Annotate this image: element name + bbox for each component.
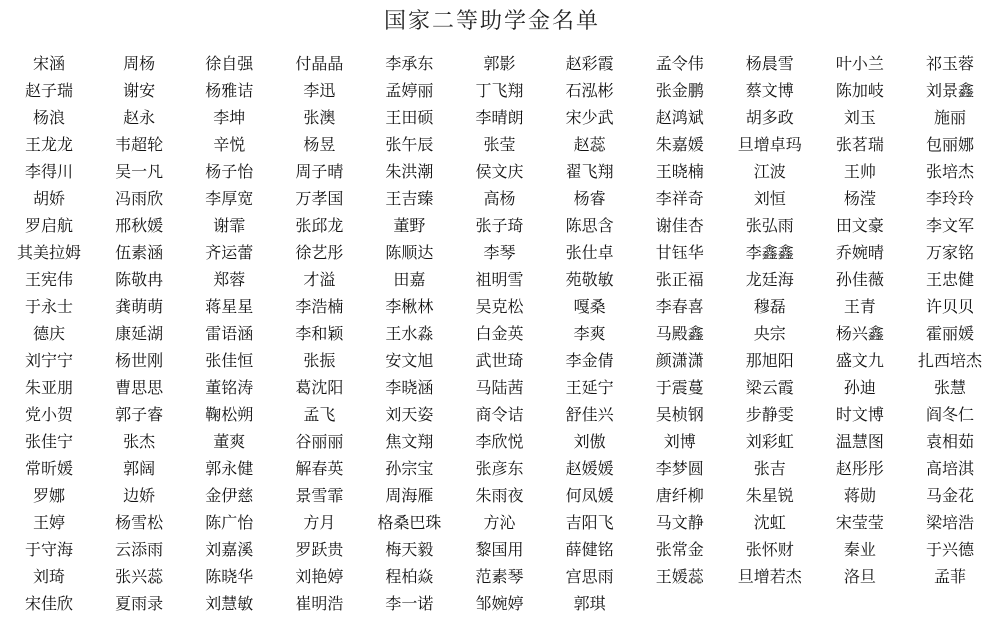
list-item: 张培杰 [925, 162, 974, 181]
list-item: 李厚宽 [205, 189, 254, 208]
list-item: 梅天毅 [385, 540, 434, 559]
list-item: 旦增卓玛 [737, 135, 802, 154]
list-item: 张弘雨 [745, 216, 794, 235]
list-item: 孟飞 [303, 405, 336, 424]
list-item: 赵子瑞 [25, 81, 74, 100]
list-item: 董铭涛 [205, 378, 254, 397]
list-item: 王晓楠 [655, 162, 704, 181]
list-item: 吉阳飞 [565, 513, 614, 532]
list-item: 徐艺彤 [295, 243, 344, 262]
list-item: 杨晨雪 [745, 54, 794, 73]
list-item: 翟飞翔 [565, 162, 614, 181]
list-item: 王婷 [33, 513, 66, 532]
list-item: 张茗瑞 [835, 135, 884, 154]
list-item: 李欣悦 [475, 432, 524, 451]
list-item: 商令诘 [475, 405, 524, 424]
list-item: 崔明浩 [295, 594, 344, 613]
list-item: 伍素涵 [115, 243, 164, 262]
list-item: 施丽 [933, 108, 966, 127]
list-item: 范素琴 [475, 567, 524, 586]
list-item: 王延宁 [565, 378, 614, 397]
list-item: 赵鸿斌 [655, 108, 704, 127]
list-item: 秦业 [843, 540, 876, 559]
list-item: 梁云霞 [745, 378, 794, 397]
list-item: 马殿鑫 [655, 324, 704, 343]
list-item: 王帅 [843, 162, 876, 181]
list-item: 朱雨夜 [475, 486, 524, 505]
list-item: 罗跃贵 [295, 540, 344, 559]
list-item: 唐纤柳 [655, 486, 704, 505]
list-item: 李玲玲 [925, 189, 974, 208]
list-item: 于震蔓 [655, 378, 704, 397]
list-item: 方沁 [483, 513, 516, 532]
list-item: 党小贺 [25, 405, 74, 424]
list-item: 盛文九 [835, 351, 884, 370]
list-item: 杨浪 [33, 108, 66, 127]
list-item: 龙廷海 [745, 270, 794, 289]
list-item: 张佳宁 [25, 432, 74, 451]
list-item: 罗娜 [33, 486, 66, 505]
list-item: 赵蕊 [573, 135, 606, 154]
list-item: 张午辰 [385, 135, 434, 154]
list-item: 祁玉蓉 [925, 54, 974, 73]
list-item: 董野 [393, 216, 426, 235]
list-item: 朱嘉媛 [655, 135, 704, 154]
list-item: 李坤 [213, 108, 246, 127]
list-item: 梁培浩 [925, 513, 974, 532]
list-item: 孟令伟 [655, 54, 704, 73]
list-item: 许贝贝 [925, 297, 974, 316]
list-item: 温慧图 [835, 432, 884, 451]
list-item: 丁飞翔 [475, 81, 524, 100]
list-item: 于守海 [25, 540, 74, 559]
list-item: 徐自强 [205, 54, 254, 73]
list-item: 张金鹏 [655, 81, 704, 100]
list-item: 郭子睿 [115, 405, 164, 424]
names-list [4, 50, 984, 617]
list-item: 陈加岐 [835, 81, 884, 100]
list-item: 李浩楠 [295, 297, 344, 316]
list-item: 李琴 [483, 243, 516, 262]
list-item: 胡娇 [33, 189, 66, 208]
list-item: 赵彤彤 [835, 459, 884, 478]
list-item: 刘彩虹 [745, 432, 794, 451]
list-item: 万孝国 [295, 189, 344, 208]
list-item: 武世琦 [475, 351, 524, 370]
list-item: 刘嘉溪 [205, 540, 254, 559]
list-item: 穆磊 [753, 297, 786, 316]
list-item: 包丽娜 [925, 135, 974, 154]
list-item: 王田硕 [385, 108, 434, 127]
list-item: 赵彩霞 [565, 54, 614, 73]
list-item: 白金英 [475, 324, 524, 343]
list-item: 郭琪 [573, 594, 606, 613]
list-item: 陈广怡 [205, 513, 254, 532]
list-item: 杨子怡 [205, 162, 254, 181]
list-item: 田嘉 [393, 270, 426, 289]
list-item: 云添雨 [115, 540, 164, 559]
list-item: 景雪霏 [295, 486, 344, 505]
list-item: 何凤媛 [565, 486, 614, 505]
list-item: 苑敬敏 [565, 270, 614, 289]
list-item: 高杨 [483, 189, 516, 208]
list-item: 王青 [843, 297, 876, 316]
list-item: 焦文翔 [385, 432, 434, 451]
list-item: 张正福 [655, 270, 704, 289]
list-item: 张澳 [303, 108, 336, 127]
list-item: 张怀财 [745, 540, 794, 559]
list-item: 阎冬仁 [925, 405, 974, 424]
list-item: 杨雅诘 [205, 81, 254, 100]
list-item: 郭影 [483, 54, 516, 73]
list-item: 曹思思 [115, 378, 164, 397]
list-item: 鞠松朔 [205, 405, 254, 424]
list-item: 胡多政 [745, 108, 794, 127]
list-item: 张慧 [933, 378, 966, 397]
list-item: 张吉 [753, 459, 786, 478]
list-item: 吴一凡 [115, 162, 164, 181]
list-item: 乔婉晴 [835, 243, 884, 262]
list-item: 李金倩 [565, 351, 614, 370]
list-item: 杨兴鑫 [835, 324, 884, 343]
list-item: 陈敬冉 [115, 270, 164, 289]
list-item: 刘玉 [843, 108, 876, 127]
list-item: 江波 [753, 162, 786, 181]
list-item: 杨滢 [843, 189, 876, 208]
list-item: 宋佳欣 [25, 594, 74, 613]
list-item: 董爽 [213, 432, 246, 451]
list-item: 石泓彬 [565, 81, 614, 100]
list-item: 赵永 [123, 108, 156, 127]
list-item: 扎西培杰 [917, 351, 982, 370]
list-item: 蔡文博 [745, 81, 794, 100]
list-item: 解春英 [295, 459, 344, 478]
list-item: 李承东 [385, 54, 434, 73]
list-item: 李爽 [573, 324, 606, 343]
list-item: 于永士 [25, 297, 74, 316]
list-item: 李祥奇 [655, 189, 704, 208]
list-item: 常昕媛 [25, 459, 74, 478]
list-item: 谢佳杏 [655, 216, 704, 235]
list-item: 杨睿 [573, 189, 606, 208]
list-item: 马文静 [655, 513, 704, 532]
list-item: 马金花 [925, 486, 974, 505]
list-item: 步静雯 [745, 405, 794, 424]
list-item: 刘天姿 [385, 405, 434, 424]
list-item: 朱洪潮 [385, 162, 434, 181]
list-item: 张佳恒 [205, 351, 254, 370]
list-item: 罗启航 [25, 216, 74, 235]
list-item: 谢安 [123, 81, 156, 100]
list-item: 刘景鑫 [925, 81, 974, 100]
list-item: 孙宗宝 [385, 459, 434, 478]
list-item: 王宪伟 [25, 270, 74, 289]
list-item: 陈思含 [565, 216, 614, 235]
list-item: 周杨 [123, 54, 156, 73]
list-item: 时文博 [835, 405, 884, 424]
list-item: 郭永健 [205, 459, 254, 478]
list-item: 刘博 [663, 432, 696, 451]
list-item: 葛沈阳 [295, 378, 344, 397]
page-title: 国家二等助学金名单 [383, 9, 600, 34]
list-item: 张子琦 [475, 216, 524, 235]
list-item: 刘琦 [33, 567, 66, 586]
list-item: 孟菲 [933, 567, 966, 586]
list-item: 王吉臻 [385, 189, 434, 208]
list-item: 王龙龙 [25, 135, 74, 154]
list-item: 沈虹 [753, 513, 786, 532]
list-item: 周海雁 [385, 486, 434, 505]
list-item: 刘慧敏 [205, 594, 254, 613]
list-item: 郑蓉 [213, 270, 246, 289]
list-item: 颜潇潇 [655, 351, 704, 370]
list-item: 张兴蕊 [115, 567, 164, 586]
list-item: 宋涵 [33, 54, 66, 73]
list-item: 李一诺 [385, 594, 434, 613]
list-item: 李得川 [25, 162, 74, 181]
list-item: 杨昱 [303, 135, 336, 154]
list-item: 洛旦 [843, 567, 876, 586]
list-item: 龚萌萌 [115, 297, 164, 316]
list-item: 金伊慈 [205, 486, 254, 505]
list-item: 于兴德 [925, 540, 974, 559]
list-item: 刘宁宁 [25, 351, 74, 370]
list-item: 张常金 [655, 540, 704, 559]
list-item: 辛悦 [213, 135, 246, 154]
list-item: 李春喜 [655, 297, 704, 316]
list-item: 蒋星星 [205, 297, 254, 316]
list-item: 宋莹莹 [835, 513, 884, 532]
list-item: 李晴朗 [475, 108, 524, 127]
list-item: 宋少武 [565, 108, 614, 127]
list-item: 旦增若杰 [737, 567, 802, 586]
list-item: 田文豪 [835, 216, 884, 235]
list-item: 高培淇 [925, 459, 974, 478]
list-item: 其美拉姆 [17, 243, 82, 262]
list-item: 王忠健 [925, 270, 974, 289]
list-item: 格桑巴珠 [377, 513, 442, 532]
list-item: 侯文庆 [475, 162, 524, 181]
list-item: 那旭阳 [745, 351, 794, 370]
list-item: 程柏焱 [385, 567, 434, 586]
list-item: 薛健铭 [565, 540, 614, 559]
list-item: 黎国用 [475, 540, 524, 559]
list-item: 谷丽丽 [295, 432, 344, 451]
list-item: 刘艳婷 [295, 567, 344, 586]
list-item: 吴桢钢 [655, 405, 704, 424]
list-item: 马陆茜 [475, 378, 524, 397]
list-item: 郭阔 [123, 459, 156, 478]
list-item: 孙佳薇 [835, 270, 884, 289]
list-item: 刘恒 [753, 189, 786, 208]
list-item: 陈晓华 [205, 567, 254, 586]
list-item: 祖明雪 [475, 270, 524, 289]
list-item: 韦超轮 [115, 135, 164, 154]
list-item: 安文旭 [385, 351, 434, 370]
list-item: 杨世刚 [115, 351, 164, 370]
list-item: 李楸林 [385, 297, 434, 316]
list-item: 孙迪 [843, 378, 876, 397]
list-item: 蒋勋 [843, 486, 876, 505]
list-item: 边娇 [123, 486, 156, 505]
list-item: 宫思雨 [565, 567, 614, 586]
list-item: 付晶晶 [295, 54, 344, 73]
list-item: 方月 [303, 513, 336, 532]
list-item: 嘎桑 [573, 297, 606, 316]
list-item: 张邱龙 [295, 216, 344, 235]
list-item: 夏雨录 [115, 594, 164, 613]
list-item: 朱星锐 [745, 486, 794, 505]
list-item: 李晓涵 [385, 378, 434, 397]
list-item: 赵媛媛 [565, 459, 614, 478]
list-item: 舒佳兴 [565, 405, 614, 424]
list-item: 周子晴 [295, 162, 344, 181]
list-item: 邹婉婷 [475, 594, 524, 613]
list-item: 杨雪松 [115, 513, 164, 532]
list-item: 王媛蕊 [655, 567, 704, 586]
list-item: 刘傲 [573, 432, 606, 451]
list-item: 康延湖 [115, 324, 164, 343]
list-item: 李迅 [303, 81, 336, 100]
list-item: 张振 [303, 351, 336, 370]
list-item: 李和颖 [295, 324, 344, 343]
list-item: 张杰 [123, 432, 156, 451]
list-item: 谢霏 [213, 216, 246, 235]
list-item: 霍丽媛 [925, 324, 974, 343]
list-item: 冯雨欣 [115, 189, 164, 208]
list-item: 张彦东 [475, 459, 524, 478]
list-item: 万家铭 [925, 243, 974, 262]
list-item: 张莹 [483, 135, 516, 154]
list-item: 邢秋媛 [115, 216, 164, 235]
list-item: 雷语涵 [205, 324, 254, 343]
list-item: 李鑫鑫 [745, 243, 794, 262]
list-item: 朱亚朋 [25, 378, 74, 397]
list-item: 德庆 [33, 324, 66, 343]
list-item: 李文军 [925, 216, 974, 235]
list-item: 王水淼 [385, 324, 434, 343]
list-item: 袁相茹 [925, 432, 974, 451]
list-item: 齐运蕾 [205, 243, 254, 262]
list-item: 吴克松 [475, 297, 524, 316]
list-item: 张仕卓 [565, 243, 614, 262]
list-item: 才溢 [303, 270, 336, 289]
list-item: 李梦圆 [655, 459, 704, 478]
list-item: 孟婷丽 [385, 81, 434, 100]
list-item: 甘钰华 [655, 243, 704, 262]
list-item: 陈顺达 [385, 243, 434, 262]
list-item: 叶小兰 [835, 54, 884, 73]
list-item: 央宗 [753, 324, 786, 343]
